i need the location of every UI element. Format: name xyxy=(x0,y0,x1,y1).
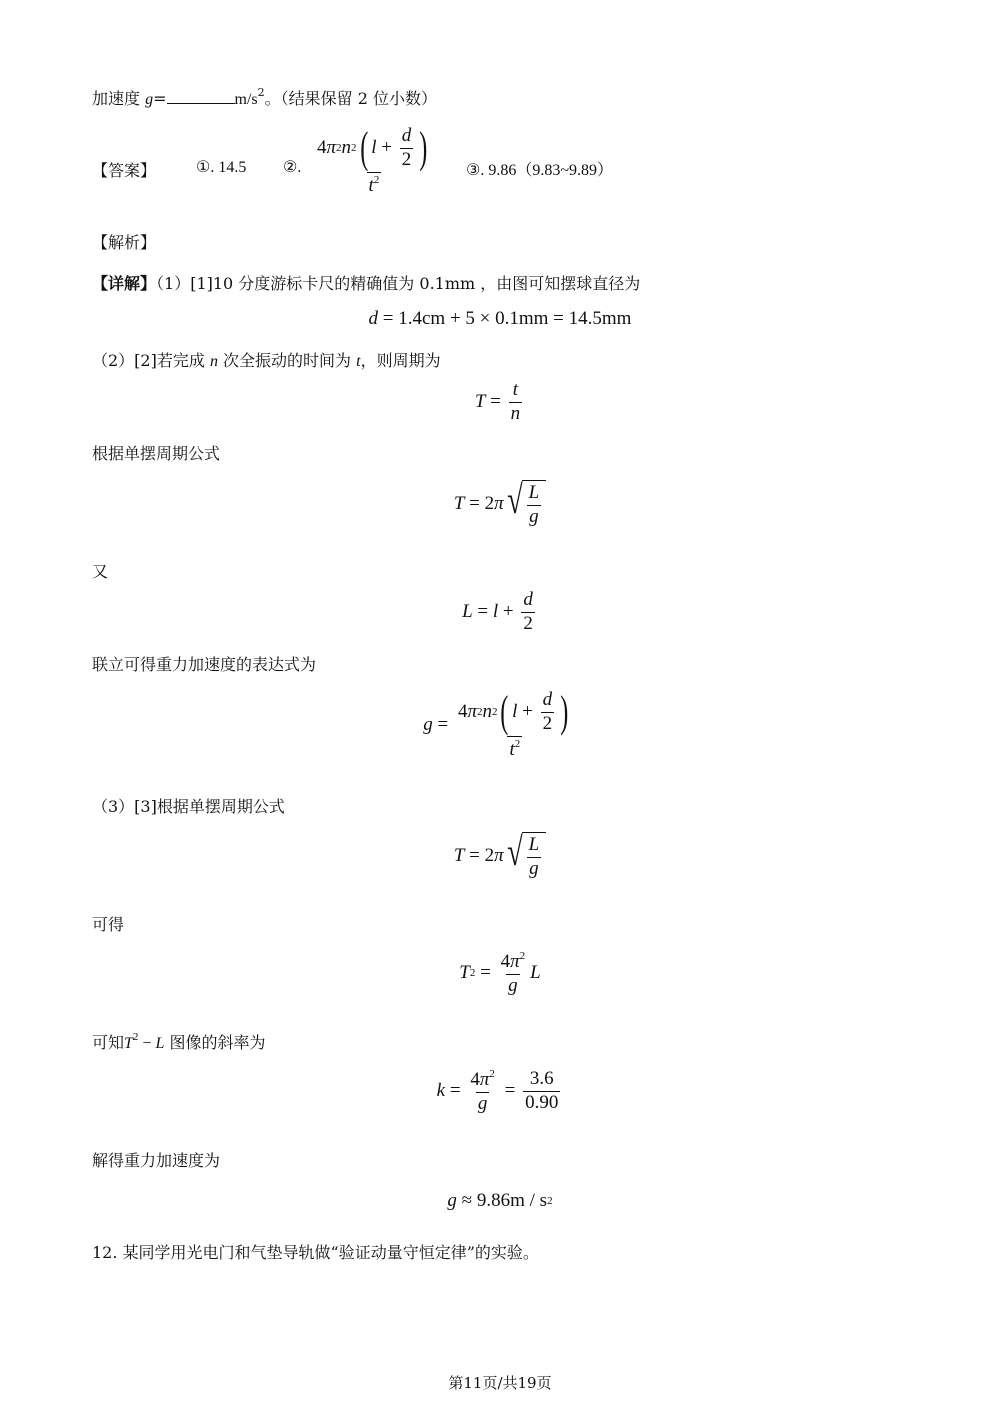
answer-2-fraction: 4 π 2 n 2 ( l + $\frac{d}{2}$ ) $t^2$ xyxy=(317,123,428,196)
equation-slope: k = $\frac{4\pi^2}{g}$ = $\frac{3.6}{0.90}$ xyxy=(436,1068,559,1114)
detail-p1 xyxy=(92,271,640,294)
p2-t: t xyxy=(356,353,361,370)
equation-length: L = l + $\frac{d}{2}$ xyxy=(462,589,533,634)
p2-mid: 次全振动的时间为 xyxy=(217,351,357,370)
answer-1: ①. 14.5 xyxy=(196,159,247,176)
slope-num: 3.6 xyxy=(529,1068,554,1089)
intro-var: g xyxy=(145,91,154,108)
detail-p3: 根据单摆周期公式 xyxy=(92,444,221,463)
analysis-label: 【解析】 xyxy=(92,233,157,252)
p8-prefix: 可知 xyxy=(92,1033,125,1052)
equation-pendulum-1: T = 2 π √ $\frac{L}{g}$ xyxy=(0,480,1000,528)
detail-p1-text: （1）[1]10 分度游标卡尺的精确值为 0.1mm ，由图可知摆球直径为 xyxy=(156,274,641,293)
g-value: 9.86m / s xyxy=(476,1190,548,1211)
detail-p4: 又 xyxy=(92,562,109,581)
detail-label: 【详解】 xyxy=(92,274,157,293)
p2-prefix: （2）[2]若完成 xyxy=(92,351,210,370)
detail-p7: 可得 xyxy=(92,915,125,934)
equation-t-squared: T 2 = $\frac{4\pi^2}{g}$ L xyxy=(459,950,541,996)
equation-d: d = 1.4cm + 5 × 0.1mm = 14.5mm xyxy=(368,308,632,329)
equation-g-expression: g = 4 π 2 n 2 ( l + $\frac{d}{2}$ ) $t^2$ xyxy=(423,687,569,760)
answer-blank xyxy=(167,89,235,104)
answer-label: 【答案】 xyxy=(92,161,157,180)
slope-den: 0.90 xyxy=(525,1091,559,1113)
p8-suffix: 图像的斜率为 xyxy=(169,1033,266,1052)
detail-p2 xyxy=(92,348,441,371)
p2-suffix: ，则周期为 xyxy=(360,351,441,370)
detail-p5: 联立可得重力加速度的表达式为 xyxy=(92,655,317,674)
detail-p6: （3）[3]根据单摆周期公式 xyxy=(92,797,285,816)
question-12: 12. 某同学用光电门和气垫导轨做“验证动量守恒定律”的实验。 xyxy=(92,1243,539,1262)
detail-p8: 可知$T^2 - L$ 图像的斜率为 xyxy=(92,1031,266,1052)
equation-g-result: g ≈ 9.86m / s 2 xyxy=(447,1190,553,1211)
page-footer: 第11页/共19页 xyxy=(448,1374,552,1392)
detail-p9: 解得重力加速度为 xyxy=(92,1151,221,1170)
answer-2-formula xyxy=(312,123,436,197)
intro-eq: = xyxy=(153,89,167,108)
equation-pendulum-2: T = 2 π √ $\frac{L}{g}$ xyxy=(0,832,1000,880)
equation-period: T = $\frac{t}{n}$ xyxy=(474,379,521,424)
intro-line xyxy=(92,86,437,109)
intro-suffix: 。（结果保留 2 位小数） xyxy=(264,89,437,108)
intro-unit: m/s xyxy=(234,91,258,108)
answer-3: ③. 9.86（9.83~9.89） xyxy=(466,162,614,179)
intro-prefix: 加速度 xyxy=(92,89,146,108)
intro-unit-sup: 2 xyxy=(257,86,265,99)
answer-2-label: ②. xyxy=(283,159,302,176)
p2-n: n xyxy=(209,353,218,370)
